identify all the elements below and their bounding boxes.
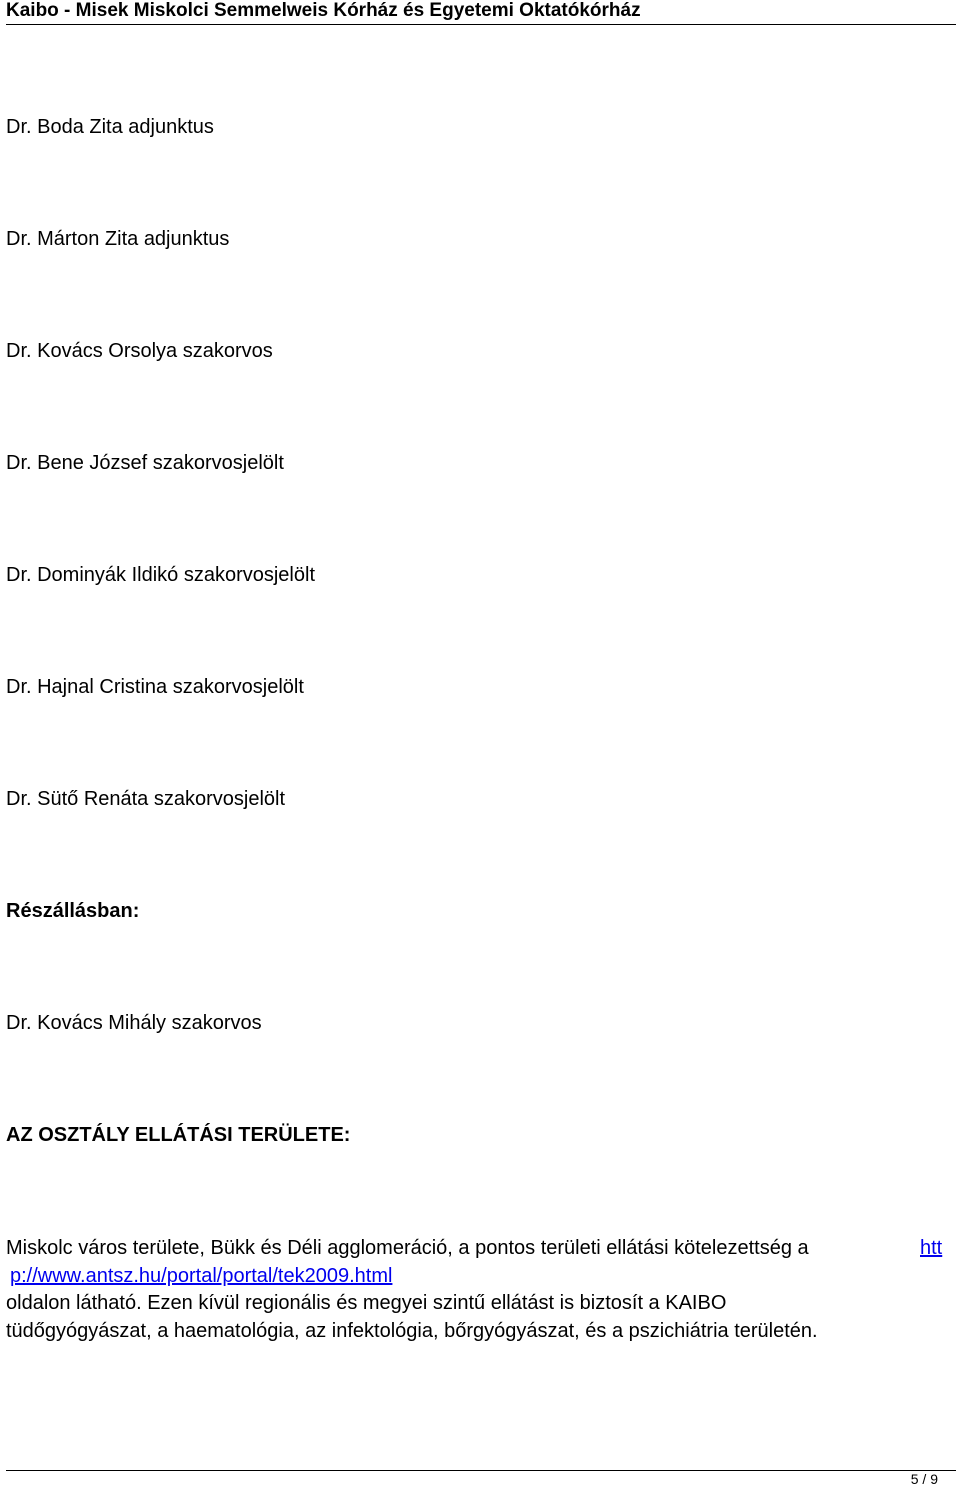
service-area-line-4: tüdőgyógyászat, a haematológia, az infektológia, bőrgyógyászat, és a pszichiátria területén.: [6, 1320, 818, 1342]
part-time-heading: Részállásban:: [6, 900, 140, 922]
staff-item: Dr. Márton Zita adjunktus: [6, 228, 230, 250]
staff-item: Dr. Boda Zita adjunktus: [6, 116, 214, 138]
footer-divider: [6, 1470, 956, 1471]
antsz-link-end[interactable]: p://www.antsz.hu/portal/portal/tek2009.html: [10, 1265, 393, 1287]
service-area-line-2: [6, 1262, 392, 1290]
service-area-heading: AZ OSZTÁLY ELLÁTÁSI TERÜLETE:: [6, 1124, 351, 1146]
part-time-staff-item: Dr. Kovács Mihály szakorvos: [6, 1012, 262, 1034]
service-area-text: Miskolc város területe, Bükk és Déli agglomeráció, a pontos területi ellátási kötelezettség a: [6, 1237, 809, 1259]
page-number: 5 / 9: [910, 1471, 938, 1487]
staff-item: Dr. Hajnal Cristina szakorvosjelölt: [6, 676, 304, 698]
header-divider: [6, 24, 956, 25]
service-area-line-3: oldalon látható. Ezen kívül regionális és megyei szintű ellátást is biztosít a KAIBO: [6, 1292, 727, 1314]
antsz-link-start[interactable]: htt: [920, 1237, 943, 1259]
staff-item: Dr. Dominyák Ildikó szakorvosjelölt: [6, 564, 315, 586]
staff-item: Dr. Bene József szakorvosjelölt: [6, 452, 284, 474]
service-area-line-1: [6, 1234, 943, 1262]
staff-item: Dr. Kovács Orsolya szakorvos: [6, 340, 273, 362]
document-header-title: Kaibo - Misek Miskolci Semmelweis Kórház és Egyetemi Oktatókórház: [6, 0, 641, 21]
staff-item: Dr. Sütő Renáta szakorvosjelölt: [6, 788, 286, 810]
